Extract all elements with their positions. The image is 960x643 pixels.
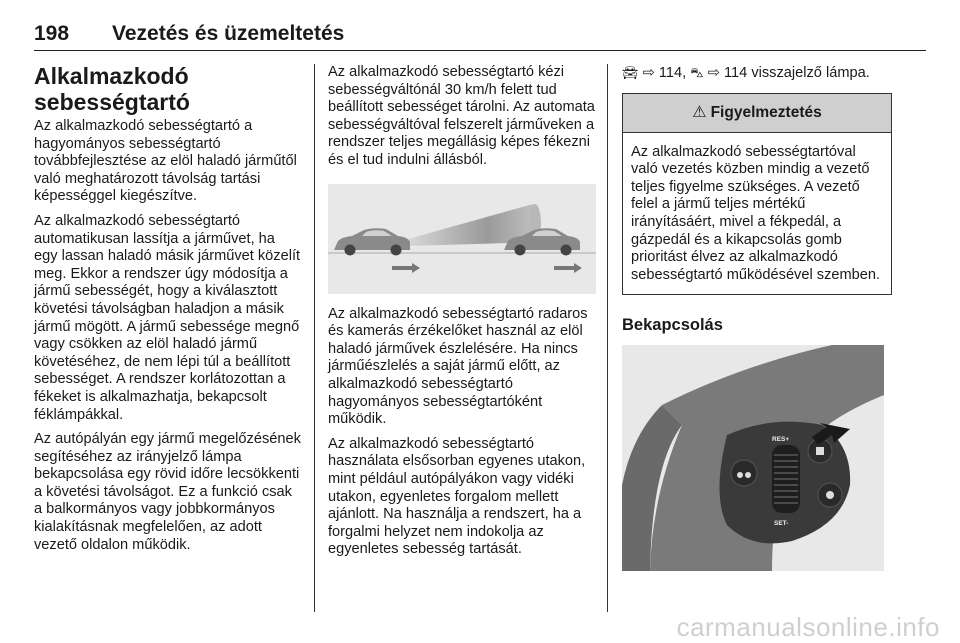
watermark: carmanualsonline.info — [676, 612, 940, 642]
warning-triangle-icon: ⚠ — [692, 103, 707, 121]
column-1 — [34, 64, 302, 554]
direction-arrow-icon — [554, 263, 582, 273]
reference-tail: visszajelző lámpa. — [751, 65, 870, 81]
cruise-off-button — [731, 460, 757, 486]
chapter-title: Vezetés és üzemeltetés — [112, 22, 345, 45]
direction-arrow-icon — [392, 263, 420, 273]
warning-header — [623, 94, 891, 133]
car-distance-icon: ⛍ — [690, 65, 704, 80]
reference-page[interactable]: 114 — [724, 65, 748, 81]
car-front-icon: 🚘︎ — [622, 65, 639, 80]
column-2 — [328, 64, 596, 559]
section-title-acc: Alkalmazkodó sebességtartó — [34, 63, 190, 115]
column-divider-1 — [314, 64, 315, 612]
paragraph: Az autópályán egy jármű megelőzésének segítéséhez az irányjelző lámpa bekapcsolása egy rövid időre lecsökkenti a követési távolságot. Ez a funkció csak a balkormányos vagy jobbkormányos kialakításnak megfelelően, az adott vezető oldalon működik. — [34, 431, 301, 553]
warning-title: Figyelmeztetés — [710, 103, 822, 121]
page-header — [34, 22, 926, 51]
page-number: 198 — [34, 22, 70, 45]
column-divider-2 — [607, 64, 608, 612]
paragraph: Az alkalmazkodó sebességtartó a hagyományos sebességtartó továbbfejlesztése az elöl haladó járműtől való meghatározott távolság tartási képességgel kiegészítve. — [34, 118, 297, 205]
reference-page[interactable]: 114 — [658, 65, 683, 81]
paragraph: Az alkalmazkodó sebességtartó kézi sebességváltónál 30 km/h felett tud beállított sebességet tárolni. Az automata sebességváltóval felszerelt járműveken a rendszer teljes megállásig képes fékezni és el tud indulni állásból. — [328, 64, 595, 168]
steering-wheel-illustration — [622, 345, 884, 571]
reference-line: 🚘︎ ⇨ 114, ⛍ ⇨ 114 visszajelző lámpa. — [622, 65, 870, 81]
paragraph: Az alkalmazkodó sebességtartó radaros és kamerás érzékelőket használ az elöl haladó járművek észlelésére. Ha nincs járműészlelés a saját jármű előtt, az alkalmazkodó sebességtartó hagyományos sebességtartóként működik. — [328, 305, 588, 428]
column-3 — [622, 64, 892, 571]
warning-box — [622, 93, 892, 296]
set-label: SET- — [774, 519, 789, 527]
warning-text: Az alkalmazkodó sebességtartóval való vezetés közben mindig a vezető teljes figyelme szükséges. A vezető felel a jármű teljes mértékű irányításáért, mivel a fékpedál, a gázpedál és a kikapcsolás gomb prioritást élvez az alkalmazkodó sebességtartó működésével szemben. — [631, 143, 881, 283]
paragraph: Az alkalmazkodó sebességtartó használata elsősorban egyenes utakon, mint például autópályákon vagy vidéki utakon, egyenletes forgalom mellett ajánlott. Na használja a rendszert, ha a forgalmi helyzet nem indokolja az egyenletes sebesség tartását. — [328, 435, 586, 558]
reference-arrow-icon: ⇨ — [707, 65, 720, 81]
radar-illustration — [328, 184, 596, 294]
own-car-icon — [334, 228, 410, 255]
section-title-activation: Bekapcsolás — [622, 316, 723, 335]
paragraph: Az alkalmazkodó sebességtartó automatikusan lassítja a járművet, ha egy lassan haladó másik járművet közelít meg. Ekkor a rendszer úgy módosítja a jármű sebességét, hogy a kiválasztott követési távolságban haladjon a másik jármű mögött. A jármű sebessége megnő vagy csökken az elöl haladó jármű követéséhez, de nem lépi túl a beállított sebességet. A rendszer korlátozottan a fékeket is alkalmazhatja, bekapcsolt féklámpákkal. — [34, 212, 301, 423]
res-label: RES+ — [772, 435, 790, 443]
reference-arrow-icon: ⇨ — [642, 65, 655, 81]
